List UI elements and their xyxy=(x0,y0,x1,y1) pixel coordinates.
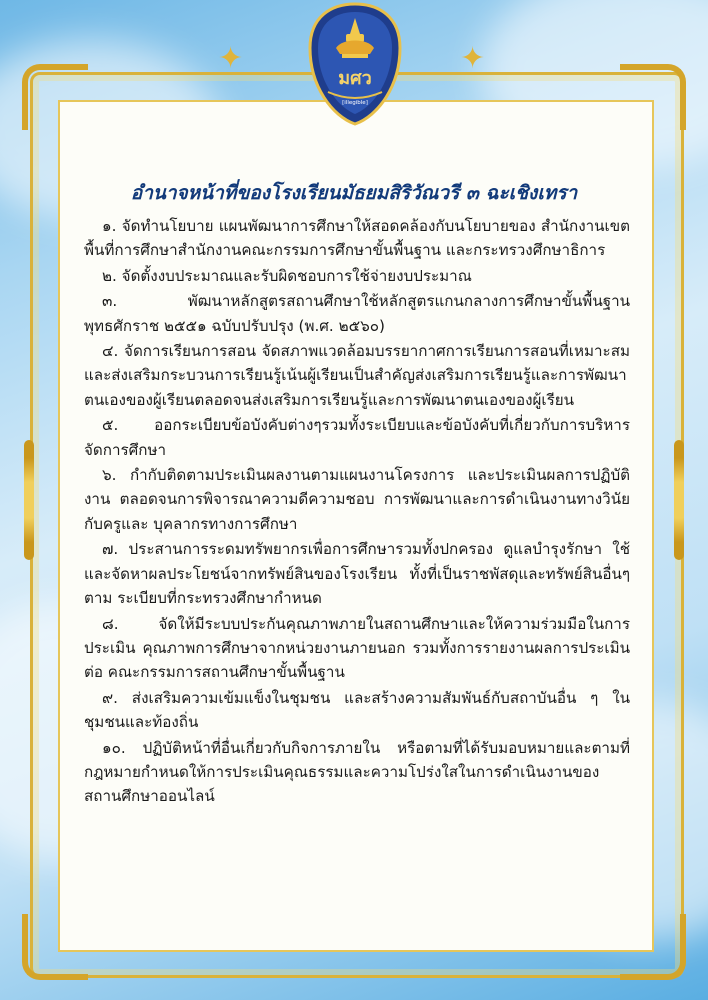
duty-item: ๑. จัดทำนโยบาย แผนพัฒนาการศึกษาให้สอดคล้องกับนโยบายของ สำนักงานเขตพื้นที่การศึกษาสำนักงานคณะกรรมการศึกษาขั้นพื้นฐาน และกระทรวงศึกษาธิการ xyxy=(84,217,630,260)
sparkle-icon: ✦ xyxy=(218,41,244,76)
frame-side-ornament xyxy=(674,440,684,560)
duty-item: ๔. จัดการเรียนการสอน จัดสภาพแวดล้อมบรรยากาศการเรียนการสอนที่เหมาะสมและส่งเสริมกระบวนการเรียนรู้เน้นผู้เรียนเป็นสำคัญส่งเสริมการเรียนรู้และการพัฒนาตนเองของผู้เรียนตลอดจนส่งเสริมการเรียนรู้และการพัฒนาตนเองของผู้เรียน xyxy=(84,342,630,409)
duty-item: ๒. จัดตั้งงบประมาณและรับผิดชอบการใช้จ่ายงบประมาณ xyxy=(102,266,472,285)
duty-item: ๓. พัฒนาหลักสูตรสถานศึกษาใช้หลักสูตรแกนกลางการศึกษาขั้นพื้นฐาน พุทธศักราช ๒๕๕๑ ฉบับปรับปรุง (พ.ศ. ๒๕๖๐) xyxy=(84,292,630,335)
school-logo xyxy=(306,0,404,128)
document-title: อำนาจหน้าที่ของโรงเรียนมัธยมสิริวัณวรี ๓ ฉะเชิงเทรา xyxy=(130,182,578,204)
logo-monogram: มศว xyxy=(338,68,372,89)
duty-item: ๗. ประสานการระดมทรัพยากรเพื่อการศึกษารวมทั้งปกครอง ดูแลบำรุงรักษา ใช้และจัดหาผลประโยชน์จากทรัพย์สินของโรงเรียน ทั้งที่เป็นราชพัสดุและทรัพย์สินอื่นๆตาม ระเบียบที่กระทรวงศึกษากำหนด xyxy=(84,540,630,608)
sparkle-icon: ✦ xyxy=(460,41,486,76)
logo-caption: [illegible] xyxy=(342,100,368,106)
frame-side-ornament xyxy=(24,440,34,560)
duty-item: ๘. จัดให้มีระบบประกันคุณภาพภายในสถานศึกษาและให้ความร่วมมือในการประเมิน คุณภาพการศึกษาจากหน่วยงานภายนอก รวมทั้งการรายงานผลการประเมินต่อ คณะกรรมการสถานศึกษาขั้นพื้นฐาน xyxy=(84,614,630,682)
duties-list xyxy=(84,214,630,810)
duty-item: ๖. กำกับติดตามประเมินผลงานตามแผนงานโครงการ และประเมินผลการปฏิบัติงาน ตลอดจนการพิจารณาความดีความชอบ การพัฒนาและการดำเนินงานทางวินัยกับครูและ บุคลากรทางการศึกษา xyxy=(84,466,630,533)
duty-item: ๙. ส่งเสริมความเข้มแข็งในชุมชน และสร้างความสัมพันธ์กับสถาบันอื่น ๆ ในชุมชนและท้องถิ่น xyxy=(84,688,630,732)
duty-item: ๑๐. ปฏิบัติหน้าที่อื่นเกี่ยวกับกิจการภายใน หรือตามที่ได้รับมอบหมายและตามที่กฎหมายกำหนดให้การประเมินคุณธรรมและความโปร่งใสในการดำเนินงานของสถานศึกษาออนไลน์ xyxy=(84,738,630,806)
duty-item: ๕. ออกระเบียบข้อบังคับต่างๆรวมทั้งระเบียบและข้อบังคับที่เกี่ยวกับการบริหารจัดการศึกษา xyxy=(84,416,630,459)
